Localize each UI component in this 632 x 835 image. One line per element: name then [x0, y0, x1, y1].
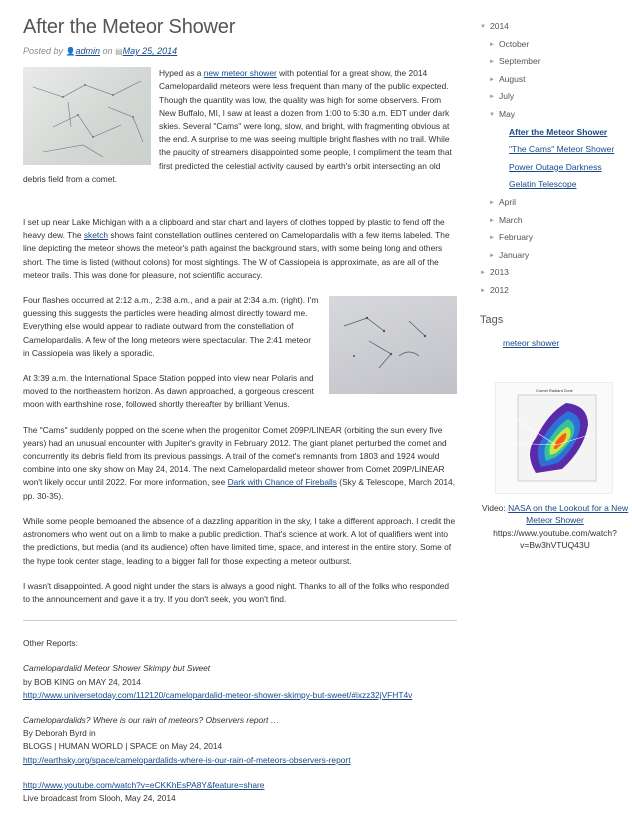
date-link[interactable]: May 25, 2014: [122, 46, 178, 56]
expand-toggle-icon[interactable]: ►: [480, 270, 486, 277]
archive-item[interactable]: [480, 53, 630, 71]
calendar-icon: ▤: [115, 47, 123, 56]
paragraph-1-pre: Hyped as a: [159, 68, 204, 79]
paragraph-5-post: (Sky & Telescope, March 2014, pp. 30-35).: [23, 477, 456, 501]
expand-toggle-icon[interactable]: ►: [489, 252, 495, 259]
new-meteor-shower-link[interactable]: new meteor shower: [203, 68, 277, 79]
archive-item[interactable]: [480, 88, 630, 106]
archive-item-label[interactable]: September: [499, 56, 541, 67]
divider: [23, 620, 457, 621]
video-link[interactable]: NASA on the Lookout for a New Meteor Shower: [508, 502, 629, 525]
archive-item-label[interactable]: 2013: [490, 267, 509, 278]
flashes-sketch-image[interactable]: [329, 296, 457, 394]
report-2-byline: By Deborah Byrd in: [23, 728, 96, 739]
paragraph-2: [23, 216, 457, 282]
radiant-map-image: [496, 383, 612, 493]
paragraph-2-post: shows faint constellation outlines centered on Camelopardalis with a few items labeled. The line depicting the meteor shows the meteor's path against the background stars, with some being long and others short. The time is listed (without colons) for most sightings. The W of Cassiopeia is approximate, as are all of the meteor trails. This was done for pleasure, not scientific accuracy.: [23, 230, 450, 280]
sidebar: [480, 18, 630, 552]
expand-toggle-icon[interactable]: ▼: [480, 24, 486, 30]
archive-item-label[interactable]: May: [499, 108, 516, 119]
report-1-byline: by BOB KING on MAY 24, 2014: [23, 676, 141, 687]
post-content: [23, 14, 457, 805]
report-2-byline-2: BLOGS | HUMAN WORLD | SPACE on May 24, 2014: [23, 741, 223, 752]
paragraph-3-text: Four flashes occurred at 2:12 a.m., 2:38 a.m., and a pair at 2:34 a.m. (right). I'm guessing this suggests the particles were heading almost directly toward me. Everything else would appear to radiate outward from the constellation of Camelopardalis. A few of the long meteors were spectacular. The 2:41 meteor in Cassiopeia was likely a sporadic.: [23, 295, 319, 358]
thumb-title: Comet Radiant Zone: [536, 387, 573, 393]
sketch-image[interactable]: [23, 67, 151, 165]
expand-toggle-icon[interactable]: ►: [489, 59, 495, 66]
archive-item[interactable]: [480, 141, 630, 159]
post-meta: [23, 45, 457, 58]
archive-item[interactable]: [480, 229, 630, 247]
archive-item-label[interactable]: July: [499, 91, 515, 102]
report-1: [23, 662, 457, 702]
paragraph-1-post: with potential for a great show, the 2014 Camelopardalid meteors were less frequent than many of the public expected. Though the quantity was low, the quality was high for some observers. From New Buffalo, MI, I saw at least a dozen from 1:00 to 5:30 a.m. EDT under dark skies. Several "Cams" were long, slow, and bright, with fragmenting obvious at the end. A surprise to me was seeing multiple bright flashes with no trail. While the paucity of streamers disappointed some people, I compliment the team that first predicted the celestial activity caused by earth's orbit intersecting an old debris field from a comet.: [23, 68, 452, 184]
sketch-link[interactable]: sketch: [83, 230, 109, 241]
archive-item[interactable]: [480, 264, 630, 282]
paragraph-6-text: While some people bemoaned the absence of a dazzling apparition in the sky, I take a different approach. I credit the astronomers who went out on a limb to make a public prediction. That's science at work. A lot of qualifiers went into the predictions, but media (and its audience) often have limited time, space, and interest in the entire story. Some of the hype took center stage, leading to a bigger fall for those expecting a meteor outburst.: [23, 515, 456, 566]
archive-item-label[interactable]: April: [499, 196, 517, 207]
report-1-title: Camelopardalid Meteor Shower Skimpy but Sweet: [23, 663, 211, 674]
video-caption: [480, 502, 630, 552]
expand-toggle-icon[interactable]: ►: [489, 199, 495, 206]
archive-item-label[interactable]: Gelatin Telescope: [509, 179, 577, 190]
archive-item-label[interactable]: 2014: [490, 21, 509, 31]
paragraph-4-text: At 3:39 a.m. the International Space Station popped into view near Polaris and moved to the northeastern horizon. As dawn approached, a gorgeous crescent moon with earthshine rose, followed shortly thereafter by brilliant Venus.: [23, 373, 314, 410]
archive-item-label[interactable]: "The Cams" Meteor Shower: [509, 144, 615, 155]
youtube-link[interactable]: http://www.youtube.com/watch?v=eCKKhEsPA8Y&feature=share: [23, 779, 265, 790]
live-broadcast-text: Live broadcast from Slooh, May 24, 2014: [23, 792, 176, 803]
paragraph-7: [23, 580, 457, 606]
expand-toggle-icon[interactable]: ►: [480, 287, 486, 294]
paragraph-5-pre: The "Cams" suddenly popped on the scene when the progenitor Comet 209P/LINEAR (orbiting the sun every five years) had an unusual encounter with Jupiter's gravity in February 2012. The giant planet perturbed the comet and concurrently its debris field from its previous passings. A trail of the comet's remnants from 1803 and 1924 would combine into one sky show on May 24, 2014. The next Camelopardalid meteor shower from Comet 209P/LINEAR won't likely occur until 2022. For more information, see: [23, 424, 447, 488]
archive-item[interactable]: [480, 71, 630, 89]
youtube-section: [23, 779, 457, 805]
report-1-link[interactable]: http://www.universetoday.com/112120/camelopardalid-meteor-shower-skimpy-but-sweet/#ixzz32jVFHT4v: [23, 689, 413, 700]
paragraph-7-text: I wasn't disappointed. A good night under the stars is always a good night. Thanks to all of the folks who responded to the announcement and gave it a try. If you don't seek, you won't find.: [23, 580, 450, 604]
expand-toggle-icon[interactable]: ►: [489, 94, 495, 101]
archive-item-label[interactable]: After the Meteor Shower: [509, 126, 608, 137]
expand-toggle-icon[interactable]: ►: [489, 41, 495, 48]
report-2-link[interactable]: http://earthsky.org/space/camelopardalids-where-is-our-rain-of-meteors-observers-report: [23, 754, 351, 765]
archive-item[interactable]: [480, 36, 630, 54]
author-link[interactable]: admin: [75, 46, 101, 56]
paragraph-5: [23, 424, 457, 503]
archive-item[interactable]: [480, 159, 630, 177]
archive-item[interactable]: [480, 176, 630, 194]
video-url: https://www.youtube.com/watch?v=Bw3hVTUQ43U: [493, 527, 617, 550]
archive-item[interactable]: [480, 124, 630, 142]
archive-item-label[interactable]: Power Outage Darkness: [509, 161, 602, 172]
archive-item-label[interactable]: February: [499, 232, 534, 243]
on-label: on: [102, 46, 113, 56]
report-2: [23, 714, 457, 767]
expand-toggle-icon[interactable]: ►: [489, 76, 495, 83]
archive-item[interactable]: [480, 212, 630, 230]
dark-chance-fireballs-link[interactable]: Dark with Chance of Fireballs: [227, 477, 337, 488]
archive-item-label[interactable]: March: [499, 214, 523, 225]
tags-heading: Tags: [480, 313, 504, 326]
archive-item-label[interactable]: 2012: [490, 284, 509, 295]
tag-meteor-shower[interactable]: meteor shower: [503, 337, 560, 348]
flashes-drawing: [329, 296, 457, 394]
expand-toggle-icon[interactable]: ►: [489, 217, 495, 224]
paragraph-1: [23, 67, 457, 186]
archive-item-label[interactable]: October: [499, 38, 530, 49]
paragraph-2-pre: I set up near Lake Michigan with a a clipboard and star chart and layers of clothes topped by plastic to fend off the heavy dew. The: [23, 217, 445, 241]
sketch-drawing: [23, 67, 151, 165]
video-prefix: Video:: [481, 502, 509, 513]
expand-toggle-icon[interactable]: ►: [489, 235, 495, 242]
archive-item-label[interactable]: August: [499, 73, 526, 84]
archive-item[interactable]: [480, 247, 630, 265]
archive-item[interactable]: [480, 18, 630, 36]
archive-tree: [480, 18, 630, 300]
report-2-title: Camelopardalids? Where is our rain of meteors? Observers report …: [23, 714, 280, 725]
archive-item[interactable]: [480, 282, 630, 300]
video-thumbnail[interactable]: [495, 382, 613, 494]
archive-item-label[interactable]: January: [499, 249, 530, 260]
archive-item[interactable]: [480, 106, 630, 124]
posted-by-label: Posted by: [23, 46, 64, 56]
paragraph-3: [23, 294, 457, 360]
user-icon: 👤: [65, 47, 76, 56]
other-reports-heading: Other Reports:: [23, 638, 78, 649]
archive-item[interactable]: [480, 194, 630, 212]
tag-list: [480, 338, 630, 348]
expand-toggle-icon[interactable]: ▼: [489, 111, 495, 118]
post-title: After the Meteor Shower: [23, 16, 236, 38]
paragraph-6: [23, 515, 457, 568]
